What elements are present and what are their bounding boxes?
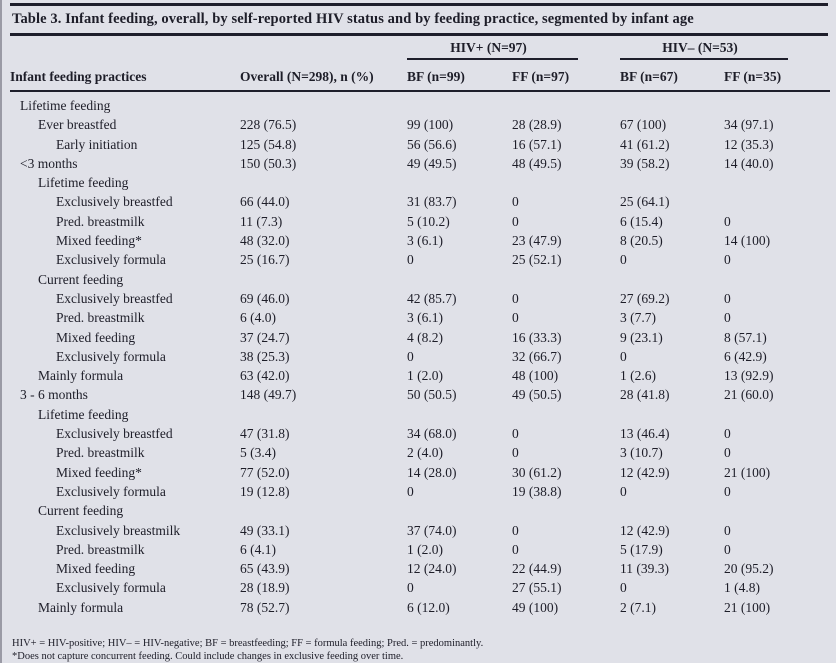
cell: 99 (100) — [407, 117, 454, 133]
row-label: Current feeding — [38, 271, 124, 287]
cell — [240, 173, 407, 192]
cell: 14 (40.0) — [724, 155, 774, 171]
cell: 0 — [724, 483, 731, 499]
cell: 0 — [512, 290, 519, 306]
cell — [620, 501, 724, 520]
cell: 20 (95.2) — [724, 561, 774, 577]
row-label: Early initiation — [56, 136, 138, 152]
cell: 49 (33.1) — [240, 522, 290, 538]
row-label: <3 months — [20, 155, 78, 171]
group-label-hiv-positive: HIV+ (N=97) — [407, 38, 578, 60]
cell: 49 (49.5) — [407, 155, 457, 171]
table-row — [10, 192, 830, 211]
cell: 0 — [724, 310, 731, 326]
cell — [407, 270, 512, 289]
cell — [620, 405, 724, 424]
cell: 11 (7.3) — [240, 213, 283, 229]
cell: 0 — [620, 580, 627, 596]
cell: 48 (100) — [512, 368, 559, 384]
row-label: Pred. breastmilk — [56, 213, 145, 229]
table-row — [10, 443, 830, 462]
cell: 21 (100) — [724, 464, 771, 480]
row-label: Mixed feeding* — [56, 233, 142, 249]
cell — [407, 173, 512, 192]
table-row — [10, 212, 830, 231]
cell: 1 (4.8) — [724, 580, 761, 596]
cell: 1 (2.0) — [407, 368, 443, 384]
cell: 13 (46.4) — [620, 426, 670, 442]
cell: 13 (92.9) — [724, 368, 774, 384]
cell: 8 (20.5) — [620, 233, 663, 249]
cell: 63 (42.0) — [240, 368, 290, 384]
row-label: Exclusively formula — [56, 252, 166, 268]
cell — [512, 91, 620, 115]
table-title: Table 3. Infant feeding, overall, by self-reported HIV status and by feeding practice, segmented by infant age — [12, 11, 694, 27]
cell: 11 (39.3) — [620, 561, 670, 577]
cell: 8 (57.1) — [724, 329, 767, 345]
table-row — [10, 173, 830, 192]
cell: 39 (58.2) — [620, 155, 670, 171]
cell — [407, 91, 512, 115]
group-label-hiv-negative: HIV– (N=53) — [620, 38, 788, 60]
cell — [724, 173, 830, 192]
table-header — [10, 36, 830, 91]
table-row — [10, 540, 830, 559]
column-header-hivpos-ff: FF (n=97) — [512, 60, 620, 91]
row-label: Ever breastfed — [38, 117, 117, 133]
cell: 3 (6.1) — [407, 310, 443, 326]
cell: 150 (50.3) — [240, 155, 297, 171]
cell: 25 (52.1) — [512, 252, 562, 268]
cell: 3 (10.7) — [620, 445, 663, 461]
cell — [240, 91, 407, 115]
row-label: Lifetime feeding — [20, 98, 111, 113]
cell: 6 (15.4) — [620, 213, 663, 229]
cell — [724, 270, 830, 289]
column-header-practices: Infant feeding practices — [10, 60, 240, 91]
table-row — [10, 250, 830, 269]
cell: 9 (23.1) — [620, 329, 663, 345]
cell: 50 (50.5) — [407, 387, 457, 403]
cell — [407, 501, 512, 520]
cell: 6 (12.0) — [407, 599, 450, 615]
cell: 2 (4.0) — [407, 445, 443, 461]
cell — [240, 270, 407, 289]
row-label: Exclusively formula — [56, 483, 166, 499]
table-row — [10, 366, 830, 385]
cell: 0 — [407, 483, 414, 499]
table-body — [10, 91, 830, 617]
cell: 0 — [512, 426, 519, 442]
table-row — [10, 501, 830, 520]
cell: 0 — [407, 348, 414, 364]
table-row — [10, 463, 830, 482]
cell — [620, 270, 724, 289]
cell: 27 (69.2) — [620, 290, 670, 306]
cell — [240, 501, 407, 520]
cell: 0 — [512, 194, 519, 210]
cell: 38 (25.3) — [240, 348, 290, 364]
table-row — [10, 135, 830, 154]
table-row — [10, 424, 830, 443]
cell: 12 (35.3) — [724, 136, 774, 152]
cell: 32 (66.7) — [512, 348, 562, 364]
cell: 6 (4.1) — [240, 541, 276, 557]
cell: 16 (57.1) — [512, 136, 562, 152]
row-label: Lifetime feeding — [38, 406, 129, 422]
table-row — [10, 91, 830, 115]
table-row — [10, 578, 830, 597]
cell: 23 (47.9) — [512, 233, 562, 249]
cell: 34 (68.0) — [407, 426, 457, 442]
cell: 125 (54.8) — [240, 136, 297, 152]
cell — [512, 405, 620, 424]
cell — [724, 405, 830, 424]
cell: 0 — [724, 522, 731, 538]
cell: 12 (42.9) — [620, 464, 670, 480]
cell: 28 (18.9) — [240, 580, 290, 596]
row-label: Mixed feeding — [56, 561, 136, 577]
row-label: 3 - 6 months — [20, 387, 88, 403]
cell: 28 (28.9) — [512, 117, 562, 133]
row-label: Mixed feeding* — [56, 464, 142, 480]
row-label: Exclusively breastfed — [56, 194, 173, 210]
cell: 0 — [512, 445, 519, 461]
cell: 1 (2.6) — [620, 368, 657, 384]
table-row — [10, 559, 830, 578]
cell: 28 (41.8) — [620, 387, 670, 403]
row-label: Mixed feeding — [56, 329, 136, 345]
cell — [724, 91, 830, 115]
cell: 0 — [512, 310, 519, 326]
column-header-hivneg-bf: BF (n=67) — [620, 60, 724, 91]
table-row — [10, 328, 830, 347]
cell: 22 (44.9) — [512, 561, 562, 577]
group-header-hiv-negative — [620, 36, 830, 60]
cell: 19 (38.8) — [512, 483, 562, 499]
cell: 78 (52.7) — [240, 599, 290, 615]
cell: 12 (24.0) — [407, 561, 457, 577]
cell: 77 (52.0) — [240, 464, 290, 480]
footnotes — [12, 637, 828, 663]
cell: 0 — [724, 445, 731, 461]
cell: 148 (49.7) — [240, 387, 297, 403]
table-row — [10, 347, 830, 366]
cell: 67 (100) — [620, 117, 667, 133]
cell: 31 (83.7) — [407, 194, 457, 210]
table-row — [10, 154, 830, 173]
cell — [724, 501, 830, 520]
infant-feeding-table — [10, 36, 830, 617]
group-header-spacer — [10, 36, 407, 60]
cell: 12 (42.9) — [620, 522, 670, 538]
cell: 0 — [620, 483, 627, 499]
cell: 5 (10.2) — [407, 213, 450, 229]
cell: 0 — [620, 252, 627, 268]
cell: 228 (76.5) — [240, 117, 297, 133]
cell — [620, 91, 724, 115]
cell: 14 (100) — [724, 233, 771, 249]
cell: 69 (46.0) — [240, 290, 290, 306]
table-row — [10, 270, 830, 289]
cell: 5 (3.4) — [240, 445, 276, 461]
table-row — [10, 115, 830, 134]
cell — [407, 405, 512, 424]
row-label: Lifetime feeding — [38, 175, 129, 191]
cell: 0 — [620, 348, 627, 364]
cell: 3 (6.1) — [407, 233, 443, 249]
cell: 30 (61.2) — [512, 464, 562, 480]
cell: 37 (24.7) — [240, 329, 290, 345]
cell: 0 — [724, 213, 731, 229]
cell — [512, 501, 620, 520]
row-label: Pred. breastmilk — [56, 541, 145, 557]
cell: 0 — [512, 522, 519, 538]
cell: 37 (74.0) — [407, 522, 457, 538]
cell: 0 — [724, 426, 731, 442]
row-label: Pred. breastmilk — [56, 445, 145, 461]
row-label: Exclusively breastfed — [56, 290, 173, 306]
table-row — [10, 385, 830, 404]
cell: 47 (31.8) — [240, 426, 290, 442]
table-row — [10, 521, 830, 540]
table-row — [10, 482, 830, 501]
cell: 42 (85.7) — [407, 290, 457, 306]
table-row — [10, 405, 830, 424]
group-header-hiv-positive — [407, 36, 620, 60]
cell: 0 — [724, 252, 731, 268]
cell: 0 — [512, 541, 519, 557]
cell: 4 (8.2) — [407, 329, 443, 345]
cell — [240, 405, 407, 424]
cell: 2 (7.1) — [620, 599, 657, 615]
cell — [512, 173, 620, 192]
cell: 48 (32.0) — [240, 233, 290, 249]
cell: 0 — [724, 290, 731, 306]
cell: 14 (28.0) — [407, 464, 457, 480]
cell: 6 (42.9) — [724, 348, 767, 364]
table-row — [10, 598, 830, 617]
column-header-hivpos-bf: BF (n=99) — [407, 60, 512, 91]
cell: 21 (60.0) — [724, 387, 774, 403]
cell: 0 — [724, 541, 731, 557]
cell: 21 (100) — [724, 599, 771, 615]
column-header-overall: Overall (N=298), n (%) — [240, 60, 407, 91]
footnote-abbreviations: HIV+ = HIV-positive; HIV– = HIV-negative; BF = breastfeeding; FF = formula feeding; Pred. = predominantly. — [12, 638, 484, 650]
cell: 25 (16.7) — [240, 252, 290, 268]
cell: 3 (7.7) — [620, 310, 657, 326]
cell: 48 (49.5) — [512, 155, 562, 171]
row-label: Mainly formula — [38, 599, 124, 615]
cell: 27 (55.1) — [512, 580, 562, 596]
column-header-row — [10, 60, 830, 91]
table-row — [10, 231, 830, 250]
cell: 16 (33.3) — [512, 329, 562, 345]
footnote-asterisk: *Does not capture concurrent feeding. Could include changes in exclusive feeding over time. — [12, 651, 404, 663]
cell: 66 (44.0) — [240, 194, 290, 210]
table-row — [10, 308, 830, 327]
cell: 41 (61.2) — [620, 136, 670, 152]
cell: 1 (2.0) — [407, 541, 443, 557]
cell: 0 — [512, 213, 519, 229]
cell: 0 — [407, 252, 414, 268]
cell: 19 (12.8) — [240, 483, 290, 499]
cell: 0 — [407, 580, 414, 596]
cell: 49 (50.5) — [512, 387, 562, 403]
cell — [512, 270, 620, 289]
cell — [620, 173, 724, 192]
row-label: Mainly formula — [38, 368, 124, 384]
cell: 49 (100) — [512, 599, 559, 615]
column-header-hivneg-ff: FF (n=35) — [724, 60, 830, 91]
row-label: Exclusively breastmilk — [56, 522, 181, 538]
row-label: Current feeding — [38, 503, 124, 519]
cell: 65 (43.9) — [240, 561, 290, 577]
cell: 6 (4.0) — [240, 310, 276, 326]
row-label: Exclusively formula — [56, 580, 166, 596]
cell: 56 (56.6) — [407, 136, 457, 152]
table-row — [10, 289, 830, 308]
row-label: Exclusively formula — [56, 348, 166, 364]
group-header-row — [10, 36, 830, 60]
row-label: Pred. breastmilk — [56, 310, 145, 326]
cell: 25 (64.1) — [620, 194, 670, 210]
row-label: Exclusively breastfed — [56, 426, 173, 442]
cell: 34 (97.1) — [724, 117, 774, 133]
cell — [724, 192, 830, 211]
cell: 5 (17.9) — [620, 541, 663, 557]
